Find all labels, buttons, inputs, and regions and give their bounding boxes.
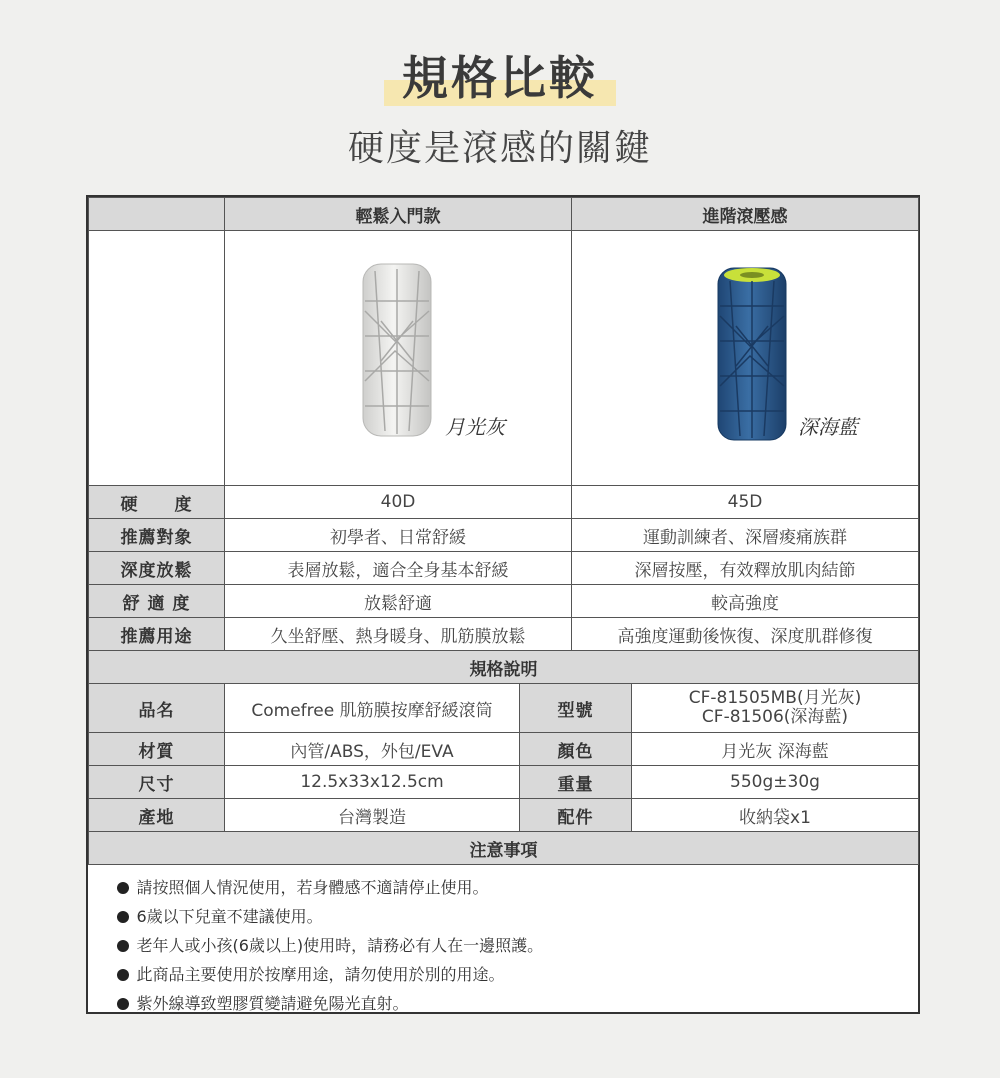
row-label: 舒 適 度 [89, 585, 225, 618]
corner-cell [89, 198, 225, 231]
color-value: 月光灰 深海藍 [632, 733, 919, 766]
model-line-1: CF-81505MB(月光灰) [688, 688, 862, 708]
name-value: Comefree 肌筋膜按摩舒緩滾筒 [225, 684, 520, 733]
color-label: 顏色 [520, 733, 632, 766]
weight-value: 550g±30g [632, 766, 919, 799]
spec-row-name [89, 684, 919, 733]
note-item [117, 989, 919, 1018]
row-label: 推薦對象 [89, 519, 225, 552]
compare-row [89, 618, 919, 651]
row-value-2: 45D [572, 486, 919, 519]
weight-label: 重量 [520, 766, 632, 799]
row-value-2: 運動訓練者、深層痠痛族群 [572, 519, 919, 552]
model-value [632, 684, 919, 733]
blue-roller-image [572, 231, 919, 480]
note-text: 此商品主要使用於按摩用途，請勿使用於別的用途。 [136, 965, 505, 984]
row-label: 深度放鬆 [89, 552, 225, 585]
row-value-2: 較高強度 [572, 585, 919, 618]
name-label: 品名 [89, 684, 225, 733]
size-label: 尺寸 [89, 766, 225, 799]
size-value: 12.5x33x12.5cm [225, 766, 520, 799]
bullet-icon [117, 882, 129, 894]
note-text: 6歲以下兒童不建議使用。 [136, 907, 323, 926]
row-value-1: 40D [225, 486, 572, 519]
bullet-icon [117, 998, 129, 1010]
row-value-1: 初學者、日常舒緩 [225, 519, 572, 552]
spec-frame [86, 195, 920, 1014]
notes-header: 注意事項 [89, 832, 919, 865]
spec-table [88, 197, 919, 1018]
notes-header-row [89, 832, 919, 865]
compare-row [89, 486, 919, 519]
material-label: 材質 [89, 733, 225, 766]
material-value: 內管/ABS，外包/EVA [225, 733, 520, 766]
page-title: 規格比較 [384, 48, 616, 108]
image-row [89, 231, 919, 486]
note-item [117, 873, 919, 902]
col2-header: 進階滾壓感 [572, 198, 919, 231]
title-wrap [0, 48, 1000, 108]
blue-roller-cell [572, 231, 919, 486]
origin-label: 產地 [89, 799, 225, 832]
row-value-1: 久坐舒壓、熱身暖身、肌筋膜放鬆 [225, 618, 572, 651]
image-label-cell [89, 231, 225, 486]
gray-roller-image [225, 231, 571, 480]
bullet-icon [117, 940, 129, 952]
col1-header: 輕鬆入門款 [225, 198, 572, 231]
model-line-2: CF-81506(深海藍) [701, 707, 849, 727]
row-label: 推薦用途 [89, 618, 225, 651]
compare-row [89, 585, 919, 618]
blue-color-label: 深海藍 [798, 415, 858, 439]
spec-row-material [89, 733, 919, 766]
accessory-value: 收納袋x1 [632, 799, 919, 832]
bullet-icon [117, 969, 129, 981]
accessory-label: 配件 [520, 799, 632, 832]
note-text: 老年人或小孩(6歲以上)使用時，請務必有人在一邊照護。 [136, 936, 544, 955]
row-value-2: 深層按壓，有效釋放肌肉結節 [572, 552, 919, 585]
row-value-1: 放鬆舒適 [225, 585, 572, 618]
compare-row [89, 552, 919, 585]
spec-header: 規格說明 [89, 651, 919, 684]
note-item [117, 960, 919, 989]
row-label: 硬 度 [89, 486, 225, 519]
note-text: 請按照個人情況使用，若身體感不適請停止使用。 [136, 878, 489, 897]
origin-value: 台灣製造 [225, 799, 520, 832]
row-value-2: 高強度運動後恢復、深度肌群修復 [572, 618, 919, 651]
note-item [117, 902, 919, 931]
spec-header-row [89, 651, 919, 684]
compare-header-row [89, 198, 919, 231]
row-value-1: 表層放鬆，適合全身基本舒緩 [225, 552, 572, 585]
bullet-icon [117, 911, 129, 923]
notes-list [89, 865, 919, 1018]
spec-row-origin [89, 799, 919, 832]
model-label: 型號 [520, 684, 632, 733]
note-text: 紫外線導致塑膠質變請避免陽光直射。 [136, 994, 409, 1013]
compare-row [89, 519, 919, 552]
gray-color-label: 月光灰 [445, 415, 505, 439]
gray-roller-cell [225, 231, 572, 486]
note-item [117, 931, 919, 960]
notes-cell [89, 865, 919, 1019]
page-subtitle: 硬度是滾感的關鍵 [347, 128, 652, 169]
notes-row [89, 865, 919, 1019]
spec-row-size [89, 766, 919, 799]
